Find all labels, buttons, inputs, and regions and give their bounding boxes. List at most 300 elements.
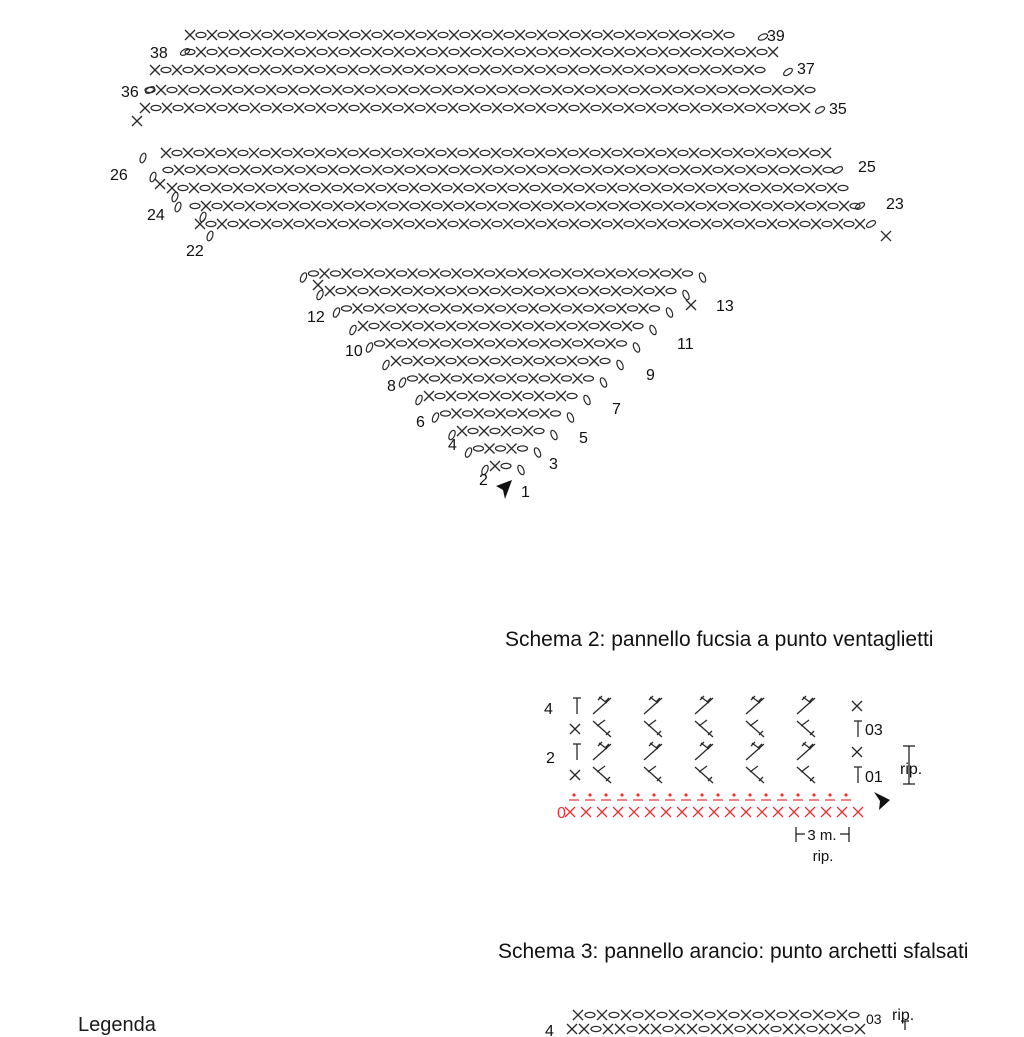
chain-symbol xyxy=(372,32,382,37)
chain-symbol xyxy=(441,341,451,346)
single-crochet-symbol xyxy=(448,103,458,113)
single-crochet-symbol xyxy=(768,47,778,57)
repeat-stitch-label: 3 m. xyxy=(807,827,837,844)
chain-symbol xyxy=(779,167,789,172)
single-crochet-symbol xyxy=(391,356,401,366)
single-crochet-symbol xyxy=(567,356,577,366)
chain-symbol xyxy=(788,150,798,155)
single-crochet-symbol xyxy=(394,165,404,175)
single-crochet-symbol xyxy=(717,183,727,193)
chain-symbol xyxy=(542,203,552,208)
single-crochet-symbol xyxy=(403,148,413,158)
single-crochet-symbol xyxy=(689,148,699,158)
fan-stitch-symbol xyxy=(746,766,764,783)
row-number-label: 9 xyxy=(646,367,655,384)
chain-symbol xyxy=(380,288,390,293)
chain-symbol xyxy=(552,185,562,190)
chain-symbol xyxy=(452,306,462,311)
chain-symbol xyxy=(740,203,750,208)
single-crochet-symbol xyxy=(496,339,506,349)
single-crochet-symbol xyxy=(607,183,617,193)
chain-symbol xyxy=(211,87,221,92)
single-crochet-symbol xyxy=(481,219,491,229)
chain-symbol xyxy=(617,341,627,346)
chain-symbol xyxy=(272,221,282,226)
single-crochet-symbol xyxy=(570,724,580,734)
chain-symbol xyxy=(229,49,239,54)
single-crochet-symbol xyxy=(613,219,623,229)
chain-symbol xyxy=(603,49,613,54)
single-crochet-symbol xyxy=(618,85,628,95)
single-crochet-symbol xyxy=(453,183,463,193)
chain-symbol xyxy=(585,87,595,92)
single-crochet-symbol xyxy=(402,321,412,331)
fan-stitch-symbol xyxy=(644,720,662,737)
chain-symbol xyxy=(517,464,526,475)
chain-symbol xyxy=(261,105,271,110)
single-crochet-symbol xyxy=(529,304,539,314)
single-crochet-symbol xyxy=(614,165,624,175)
chain-symbol xyxy=(255,87,265,92)
chain-symbol xyxy=(645,67,655,72)
single-crochet-symbol xyxy=(569,219,579,229)
chain-symbol xyxy=(559,167,569,172)
chain-symbol xyxy=(673,87,683,92)
chain-symbol xyxy=(262,32,272,37)
single-crochet-symbol xyxy=(507,304,517,314)
chain-symbol xyxy=(383,167,393,172)
chain-symbol xyxy=(306,32,316,37)
single-crochet-symbol xyxy=(526,165,536,175)
chain-symbol xyxy=(485,271,495,276)
chain-symbol xyxy=(628,306,638,311)
single-crochet-symbol xyxy=(178,85,188,95)
single-crochet-symbol xyxy=(424,391,434,401)
single-crochet-symbol xyxy=(501,356,511,366)
chain-symbol xyxy=(713,49,723,54)
single-crochet-symbol xyxy=(658,47,668,57)
chain-symbol xyxy=(420,185,430,190)
single-crochet-symbol xyxy=(597,1010,607,1020)
single-crochet-symbol xyxy=(326,65,336,75)
single-crochet-symbol xyxy=(751,201,761,211)
chain-symbol xyxy=(728,185,738,190)
chain-symbol xyxy=(800,221,810,226)
single-crochet-symbol xyxy=(701,219,711,229)
chain-symbol xyxy=(540,306,550,311)
chain-symbol xyxy=(397,341,407,346)
chain-symbol xyxy=(365,342,374,353)
single-crochet-symbol xyxy=(503,219,513,229)
chain-symbol xyxy=(784,203,794,208)
chain-symbol xyxy=(491,67,501,72)
single-crochet-symbol xyxy=(383,30,393,40)
chain-symbol xyxy=(624,221,634,226)
chain-symbol xyxy=(293,67,303,72)
single-crochet-symbol xyxy=(490,461,500,471)
chain-symbol xyxy=(702,32,712,37)
red-single-crochet-symbol xyxy=(709,807,719,817)
chain-symbol xyxy=(684,185,694,190)
red-single-crochet-symbol xyxy=(645,807,655,817)
single-crochet-symbol xyxy=(579,1024,589,1034)
single-crochet-symbol xyxy=(711,1024,721,1034)
single-crochet-symbol xyxy=(625,30,635,40)
chain-symbol xyxy=(229,167,239,172)
single-crochet-symbol xyxy=(364,269,374,279)
single-crochet-symbol xyxy=(321,183,331,193)
chain-symbol xyxy=(207,49,217,54)
red-slip-stitch-dot xyxy=(572,793,575,796)
single-crochet-symbol xyxy=(650,269,660,279)
chain-symbol xyxy=(375,341,385,346)
single-crochet-symbol xyxy=(693,1010,703,1020)
chain-symbol xyxy=(547,105,557,110)
chain-symbol xyxy=(199,211,207,222)
chain-symbol xyxy=(545,323,555,328)
single-crochet-symbol xyxy=(348,65,358,75)
chain-symbol xyxy=(583,394,592,405)
chain-symbol xyxy=(338,221,348,226)
chain-symbol xyxy=(404,221,414,226)
chain-symbol xyxy=(782,67,793,77)
single-crochet-symbol xyxy=(765,1010,775,1020)
chain-symbol xyxy=(353,271,363,276)
single-crochet-symbol xyxy=(570,47,580,57)
double-crochet-symbol xyxy=(854,767,862,783)
single-crochet-symbol xyxy=(372,165,382,175)
chain-symbol xyxy=(838,185,848,190)
chain-symbol xyxy=(502,150,512,155)
chain-symbol xyxy=(625,49,635,54)
chain-symbol xyxy=(735,1026,745,1031)
single-crochet-symbol xyxy=(441,374,451,384)
chain-symbol xyxy=(616,359,625,370)
chain-symbol xyxy=(556,358,566,363)
row-number-label: 6 xyxy=(416,414,425,431)
single-crochet-symbol xyxy=(852,701,862,711)
single-crochet-symbol xyxy=(591,219,601,229)
single-crochet-symbol xyxy=(562,339,572,349)
chain-symbol xyxy=(744,150,754,155)
single-crochet-symbol xyxy=(745,219,755,229)
chain-symbol xyxy=(432,203,442,208)
single-crochet-symbol xyxy=(156,85,166,95)
chain-symbol xyxy=(512,288,522,293)
chain-symbol xyxy=(216,150,226,155)
single-crochet-symbol xyxy=(485,374,495,384)
chain-symbol xyxy=(414,150,424,155)
single-crochet-symbol xyxy=(611,286,621,296)
chain-symbol xyxy=(766,150,776,155)
single-crochet-symbol xyxy=(480,65,490,75)
single-crochet-symbol xyxy=(509,201,519,211)
chain-symbol xyxy=(668,221,678,226)
fan-stitch-symbol xyxy=(695,720,713,737)
single-crochet-symbol xyxy=(827,183,837,193)
row-number-label: 13 xyxy=(716,298,734,315)
chain-symbol xyxy=(171,191,179,202)
chain-symbol xyxy=(537,49,547,54)
single-crochet-symbol xyxy=(490,321,500,331)
single-crochet-symbol xyxy=(211,183,221,193)
single-crochet-symbol xyxy=(468,391,478,401)
single-crochet-symbol xyxy=(430,339,440,349)
chain-symbol xyxy=(584,306,594,311)
single-crochet-symbol xyxy=(260,65,270,75)
single-crochet-symbol xyxy=(196,47,206,57)
chain-symbol xyxy=(832,165,843,175)
chain-symbol xyxy=(606,306,616,311)
chain-symbol xyxy=(649,324,658,335)
single-crochet-symbol xyxy=(216,65,226,75)
chain-symbol xyxy=(402,288,412,293)
single-crochet-symbol xyxy=(261,219,271,229)
single-crochet-symbol xyxy=(262,165,272,175)
chain-symbol xyxy=(713,167,723,172)
chain-symbol xyxy=(496,446,506,451)
single-crochet-symbol xyxy=(218,47,228,57)
single-crochet-symbol xyxy=(413,356,423,366)
chain-symbol xyxy=(206,230,214,241)
single-crochet-symbol xyxy=(359,148,369,158)
single-crochet-symbol xyxy=(460,47,470,57)
single-crochet-symbol xyxy=(518,339,528,349)
chain-symbol xyxy=(459,105,469,110)
single-crochet-symbol xyxy=(244,85,254,95)
single-crochet-symbol xyxy=(167,183,177,193)
red-single-crochet-symbol xyxy=(597,807,607,817)
chain-symbol xyxy=(690,221,700,226)
chain-symbol xyxy=(424,358,434,363)
single-crochet-symbol xyxy=(581,30,591,40)
single-crochet-symbol xyxy=(174,165,184,175)
chain-symbol xyxy=(366,203,376,208)
single-crochet-symbol xyxy=(656,65,666,75)
single-crochet-symbol xyxy=(777,148,787,158)
chain-symbol xyxy=(299,272,308,283)
red-slip-stitch-dot xyxy=(668,793,671,796)
single-crochet-symbol xyxy=(442,85,452,95)
single-crochet-symbol xyxy=(361,30,371,40)
single-crochet-symbol xyxy=(206,103,216,113)
chain-symbol xyxy=(722,150,732,155)
chain-symbol xyxy=(442,185,452,190)
row-number-label: 12 xyxy=(307,309,325,326)
single-crochet-symbol xyxy=(568,65,578,75)
chain-symbol xyxy=(573,271,583,276)
chain-symbol xyxy=(386,306,396,311)
single-crochet-symbol xyxy=(391,286,401,296)
legend-title: Legenda xyxy=(78,1014,156,1036)
chain-symbol xyxy=(438,32,448,37)
single-crochet-symbol xyxy=(617,304,627,314)
chain-symbol xyxy=(239,105,249,110)
chain-symbol xyxy=(691,167,701,172)
single-crochet-symbol xyxy=(831,1024,841,1034)
row-number-label: 4 xyxy=(545,1023,554,1037)
single-crochet-symbol xyxy=(794,85,804,95)
chain-symbol xyxy=(453,87,463,92)
chain-symbol xyxy=(601,67,611,72)
chain-symbol xyxy=(756,221,766,226)
chain-symbol xyxy=(266,185,276,190)
chain-symbol xyxy=(388,203,398,208)
single-crochet-symbol xyxy=(474,269,484,279)
single-crochet-symbol xyxy=(449,30,459,40)
single-crochet-symbol xyxy=(540,269,550,279)
single-crochet-symbol xyxy=(370,65,380,75)
single-crochet-symbol xyxy=(579,148,589,158)
single-crochet-symbol xyxy=(589,356,599,366)
chain-symbol xyxy=(468,428,478,433)
single-crochet-symbol xyxy=(415,219,425,229)
single-crochet-symbol xyxy=(283,219,293,229)
chain-symbol xyxy=(470,221,480,226)
single-crochet-symbol xyxy=(132,116,142,126)
chain-symbol xyxy=(375,271,385,276)
single-crochet-symbol xyxy=(479,356,489,366)
chain-symbol xyxy=(584,376,594,381)
single-crochet-symbol xyxy=(755,148,765,158)
chain-symbol xyxy=(161,67,171,72)
chain-symbol xyxy=(657,105,667,110)
chain-symbol xyxy=(772,185,782,190)
single-crochet-symbol xyxy=(592,165,602,175)
chain-symbol xyxy=(392,150,402,155)
single-crochet-symbol xyxy=(767,219,777,229)
single-crochet-symbol xyxy=(636,165,646,175)
single-crochet-symbol xyxy=(795,1024,805,1034)
chain-symbol xyxy=(551,271,561,276)
single-crochet-symbol xyxy=(759,1024,769,1034)
chain-symbol xyxy=(535,67,545,72)
single-crochet-symbol xyxy=(573,374,583,384)
red-slip-stitch-dot xyxy=(620,793,623,796)
row-number-label: 0 xyxy=(557,805,566,822)
single-crochet-symbol xyxy=(772,85,782,95)
single-crochet-symbol xyxy=(365,183,375,193)
fan-stitch-symbol xyxy=(797,766,815,783)
chain-symbol xyxy=(454,203,464,208)
chain-symbol xyxy=(430,306,440,311)
single-crochet-symbol xyxy=(304,65,314,75)
single-crochet-symbol xyxy=(733,148,743,158)
red-single-crochet-symbol xyxy=(581,807,591,817)
single-crochet-symbol xyxy=(227,148,237,158)
chain-symbol xyxy=(430,376,440,381)
chain-symbol xyxy=(336,288,346,293)
single-crochet-symbol xyxy=(553,201,563,211)
single-crochet-symbol xyxy=(328,47,338,57)
chain-symbol xyxy=(865,219,876,229)
chain-symbol xyxy=(369,323,379,328)
single-crochet-symbol xyxy=(490,391,500,401)
single-crochet-symbol xyxy=(486,85,496,95)
single-crochet-symbol xyxy=(377,201,387,211)
single-crochet-symbol xyxy=(645,1010,655,1020)
row-number-label: 1 xyxy=(521,484,530,501)
chain-symbol xyxy=(762,203,772,208)
row-number-label: 2 xyxy=(479,472,488,489)
chain-symbol xyxy=(387,87,397,92)
chain-symbol xyxy=(446,358,456,363)
red-slip-stitch-dot xyxy=(732,793,735,796)
chain-symbol xyxy=(408,376,418,381)
chain-symbol xyxy=(669,167,679,172)
single-crochet-symbol xyxy=(547,219,557,229)
single-crochet-symbol xyxy=(624,103,634,113)
chain-symbol xyxy=(591,1026,601,1031)
single-crochet-symbol xyxy=(416,165,426,175)
single-crochet-symbol xyxy=(468,321,478,331)
single-crochet-symbol xyxy=(584,269,594,279)
chain-symbol xyxy=(256,203,266,208)
chain-symbol xyxy=(331,271,341,276)
chain-symbol xyxy=(674,203,684,208)
chain-symbol xyxy=(332,185,342,190)
repeat-row-label: rip. xyxy=(892,1007,915,1024)
chain-symbol xyxy=(669,49,679,54)
single-crochet-symbol xyxy=(680,47,690,57)
chain-symbol xyxy=(382,359,391,370)
chain-symbol xyxy=(592,32,602,37)
chain-symbol xyxy=(816,185,826,190)
single-crochet-symbol xyxy=(548,165,558,175)
chain-symbol xyxy=(305,105,315,110)
single-crochet-symbol xyxy=(398,85,408,95)
single-crochet-symbol xyxy=(595,304,605,314)
single-crochet-symbol xyxy=(284,47,294,57)
chain-symbol xyxy=(733,67,743,72)
chain-symbol xyxy=(647,49,657,54)
chain-symbol xyxy=(492,221,502,226)
red-single-crochet-symbol xyxy=(725,807,735,817)
row-number-label: 03 xyxy=(866,1011,882,1027)
chain-symbol xyxy=(600,358,610,363)
chain-symbol xyxy=(801,167,811,172)
single-crochet-symbol xyxy=(218,165,228,175)
chain-symbol xyxy=(755,67,765,72)
single-crochet-symbol xyxy=(573,1010,583,1020)
single-crochet-symbol xyxy=(679,219,689,229)
single-crochet-symbol xyxy=(535,148,545,158)
chain-symbol xyxy=(413,323,423,328)
single-crochet-symbol xyxy=(459,219,469,229)
single-crochet-symbol xyxy=(729,201,739,211)
single-crochet-symbol xyxy=(512,391,522,401)
red-slip-stitch-dot xyxy=(844,793,847,796)
chain-symbol xyxy=(212,203,222,208)
single-crochet-symbol xyxy=(640,85,650,95)
start-arrow-icon xyxy=(874,792,890,810)
single-crochet-symbol xyxy=(371,219,381,229)
single-crochet-symbol xyxy=(460,165,470,175)
single-crochet-symbol xyxy=(567,286,577,296)
chain-symbol xyxy=(476,203,486,208)
chain-symbol xyxy=(629,87,639,92)
single-crochet-symbol xyxy=(150,65,160,75)
chain-symbol xyxy=(550,429,559,440)
row-number-label: 8 xyxy=(387,378,396,395)
single-crochet-symbol xyxy=(811,219,821,229)
chain-symbol xyxy=(405,167,415,172)
single-crochet-symbol xyxy=(778,103,788,113)
chain-symbol xyxy=(282,150,292,155)
chain-symbol xyxy=(843,1026,853,1031)
chain-symbol xyxy=(711,67,721,72)
chain-symbol xyxy=(757,49,767,54)
